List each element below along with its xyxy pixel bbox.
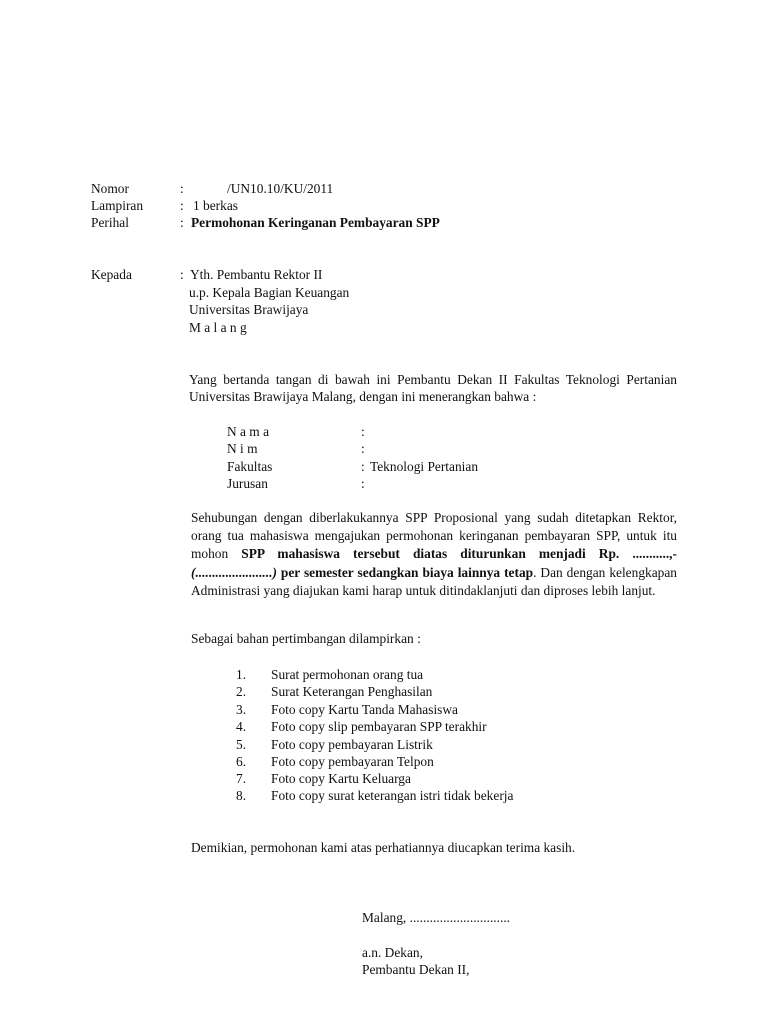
attachment-item: Foto copy Kartu Tanda Mahasiswa	[271, 702, 458, 717]
attachment-num: 2.	[236, 684, 247, 699]
kepada-colon: :	[180, 267, 184, 282]
lampiran-colon: :	[180, 198, 184, 213]
attachment-num: 3.	[236, 702, 247, 717]
recipient-line-2: u.p. Kepala Bagian Keuangan	[189, 285, 350, 300]
attachment-num: 7.	[236, 771, 247, 786]
attachment-item: Foto copy surat keterangan istri tidak bekerja	[271, 788, 514, 803]
recipient-line-4: M a l a n g	[189, 320, 247, 335]
attachments-intro: Sebagai bahan pertimbangan dilampirkan :	[191, 631, 421, 646]
perihal-colon: :	[180, 215, 184, 230]
body-text-1: Sehubungan dengan diberlakukannya SPP Proposional yang sudah ditetapkan Rektor, orang tua mahasiswa mengajukan permohonan keringanan pembayaran SPP, untuk itu mohon	[191, 510, 677, 562]
field-nim-colon: :	[361, 441, 365, 456]
attachment-item: Foto copy slip pembayaran SPP terakhir	[271, 719, 487, 734]
intro-paragraph: Yang bertanda tangan di bawah ini Pembantu Dekan II Fakultas Teknologi Pertanian Universitas Brawijaya Malang, dengan ini menerangkan bahwa :	[189, 372, 677, 405]
field-jurusan-label: Jurusan	[227, 476, 268, 491]
lampiran-label: Lampiran	[91, 198, 144, 213]
attachment-num: 8.	[236, 788, 247, 803]
field-fakultas-colon: :	[361, 459, 365, 474]
attachment-num: 4.	[236, 719, 247, 734]
field-jurusan-colon: :	[361, 476, 365, 491]
body-bold-2: per semester sedangkan biaya lainnya tetap	[276, 564, 534, 580]
field-nama-label: N a m a	[227, 424, 270, 439]
body-bold-italic: (.......................)	[191, 564, 277, 580]
attachment-item: Surat Keterangan Penghasilan	[271, 684, 433, 699]
perihal-label: Perihal	[91, 215, 129, 230]
body-paragraph	[191, 509, 677, 600]
closing-sentence: Demikian, permohonan kami atas perhatiannya diucapkan terima kasih.	[191, 840, 576, 855]
attachment-item: Surat permohonan orang tua	[271, 667, 424, 682]
nomor-label: Nomor	[91, 181, 129, 196]
attachment-item: Foto copy Kartu Keluarga	[271, 771, 411, 786]
recipient-line-1: Yth. Pembantu Rektor II	[190, 267, 323, 282]
attachment-num: 1.	[236, 667, 247, 682]
body-bold-1: SPP mahasiswa tersebut diatas diturunkan menjadi Rp. ...........,-	[241, 546, 677, 562]
field-fakultas-value: Teknologi Pertanian	[370, 459, 479, 474]
perihal-value: Permohonan Keringanan Pembayaran SPP	[191, 215, 440, 230]
signature-line-1: a.n. Dekan,	[362, 945, 423, 960]
lampiran-value: 1 berkas	[193, 198, 238, 213]
recipient-line-3: Universitas Brawijaya	[189, 302, 309, 317]
body-text-2: . Dan dengan kelengkapan Administrasi yang diajukan kami harap untuk ditindaklanjuti dan diproses lebih lanjut.	[191, 564, 677, 598]
field-nama-colon: :	[361, 424, 365, 439]
field-fakultas-label: Fakultas	[227, 459, 273, 474]
attachment-item: Foto copy pembayaran Telpon	[271, 754, 434, 769]
signature-line-2: Pembantu Dekan II,	[362, 962, 470, 977]
attachment-item: Foto copy pembayaran Listrik	[271, 737, 433, 752]
attachment-num: 6.	[236, 754, 247, 769]
kepada-label: Kepada	[91, 267, 132, 282]
nomor-value: /UN10.10/KU/2011	[227, 181, 334, 196]
nomor-colon: :	[180, 181, 184, 196]
field-nim-label: N i m	[227, 441, 258, 456]
attachment-num: 5.	[236, 737, 247, 752]
place-date: Malang, ..............................	[362, 910, 511, 925]
